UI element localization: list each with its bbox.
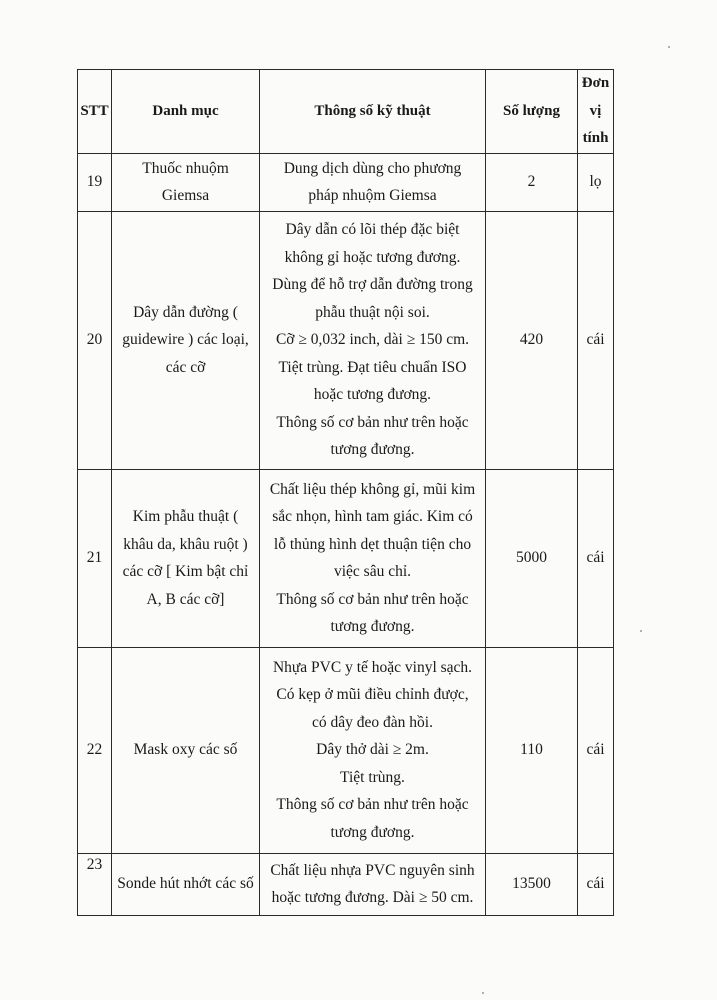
spec-line: có dây đeo đàn hồi.: [312, 713, 433, 731]
name-line: Mask oxy các số: [133, 741, 238, 759]
spec-line: Chất liệu nhựa PVC nguyên sinh: [270, 861, 475, 879]
row-stt: 23: [78, 853, 112, 915]
name-line: Dây dẫn đường (: [133, 303, 238, 321]
spec-line: phẫu thuật nội soi.: [315, 303, 430, 321]
row-unit: cái: [578, 853, 614, 915]
name-line: Thuốc nhuộm: [142, 159, 229, 177]
table-row: [78, 211, 614, 469]
row-qty: 420: [486, 211, 578, 469]
scan-speck: [482, 992, 484, 994]
spec-line: tương đương.: [330, 441, 415, 459]
spec-line: Dây thở dài ≥ 2m.: [316, 741, 429, 759]
row-name: [112, 153, 260, 211]
row-unit: cái: [578, 211, 614, 469]
spec-line: Tiệt trùng.: [340, 768, 405, 786]
spec-line: lỗ thủng hình dẹt thuận tiện cho: [273, 535, 472, 553]
spec-line: pháp nhuộm Giemsa: [308, 187, 437, 204]
spec-line: Dùng để hỗ trợ dẫn đường trong: [272, 276, 473, 294]
row-spec: [260, 153, 486, 211]
name-line: khâu da, khâu ruột ): [123, 535, 248, 553]
spec-line: Nhựa PVC y tế hoặc vinyl sạch.: [272, 658, 473, 676]
spec-line: Cỡ ≥ 0,032 inch, dài ≥ 150 cm.: [275, 331, 470, 349]
header-unit-line: vị: [589, 102, 602, 119]
spec-line: Chất liệu thép không gỉ, mũi kim: [269, 480, 476, 498]
row-spec: [260, 647, 486, 853]
row-name: [112, 211, 260, 469]
table-row: [78, 647, 614, 853]
spec-line: tương đương.: [330, 618, 415, 635]
row-unit: cái: [578, 469, 614, 647]
header-spec: Thông số kỹ thuật: [260, 70, 486, 154]
spec-line: hoặc tương đương.: [313, 386, 432, 404]
row-name: [112, 469, 260, 647]
name-line: A, B các cỡ]: [146, 590, 225, 608]
table-row: [78, 153, 614, 211]
spec-line: Thông số cơ bản như trên hoặc: [276, 590, 469, 608]
spec-line: Dung dịch dùng cho phương: [283, 159, 462, 177]
spec-line: việc sâu chỉ.: [333, 563, 412, 580]
row-name: [112, 853, 260, 915]
header-stt: STT: [78, 70, 112, 154]
row-stt: 19: [78, 153, 112, 211]
name-line: guidewire ) các loại,: [122, 331, 249, 349]
row-stt: 22: [78, 647, 112, 853]
header-name: Danh mục: [112, 70, 260, 154]
row-stt: 20: [78, 211, 112, 469]
spec-line: Tiệt trùng. Đạt tiêu chuẩn ISO: [278, 358, 467, 376]
name-line: các cỡ [ Kim bật chỉ: [122, 563, 249, 580]
row-name: [112, 647, 260, 853]
name-line: Giemsa: [161, 187, 210, 204]
row-unit: cái: [578, 647, 614, 853]
row-spec: [260, 469, 486, 647]
row-spec: [260, 211, 486, 469]
header-unit-line: tính: [582, 130, 609, 146]
spec-line: Thông số cơ bản như trên hoặc: [276, 796, 469, 814]
header-qty: Số lượng: [486, 70, 578, 154]
row-qty: 2: [486, 153, 578, 211]
header-unit-line: Đơn: [581, 75, 610, 91]
spec-line: tương đương.: [330, 823, 415, 841]
name-line: các cỡ: [165, 358, 206, 376]
spec-table: [77, 69, 614, 916]
spec-line: hoặc tương đương. Dài ≥ 50 cm.: [271, 889, 474, 906]
name-line: Sonde hút nhớt các số: [117, 875, 254, 893]
scan-speck: [640, 630, 642, 632]
spec-line: Dây dẫn có lõi thép đặc biệt: [285, 221, 460, 239]
header-unit: [578, 70, 614, 154]
name-line: Kim phẫu thuật (: [132, 508, 239, 525]
table-row: [78, 853, 614, 915]
row-qty: 5000: [486, 469, 578, 647]
row-stt: 21: [78, 469, 112, 647]
spec-line: sắc nhọn, hình tam giác. Kim có: [272, 508, 473, 525]
row-qty: 13500: [486, 853, 578, 915]
spec-line: Thông số cơ bản như trên hoặc: [276, 413, 469, 431]
row-spec: [260, 853, 486, 915]
table-row: [78, 469, 614, 647]
spec-line: Có kẹp ở mũi điều chỉnh được,: [276, 686, 469, 704]
spec-line: không gỉ hoặc tương đương.: [284, 248, 461, 266]
table-header-row: [78, 70, 614, 154]
scan-speck: [668, 46, 670, 48]
row-unit: lọ: [578, 153, 614, 211]
row-qty: 110: [486, 647, 578, 853]
